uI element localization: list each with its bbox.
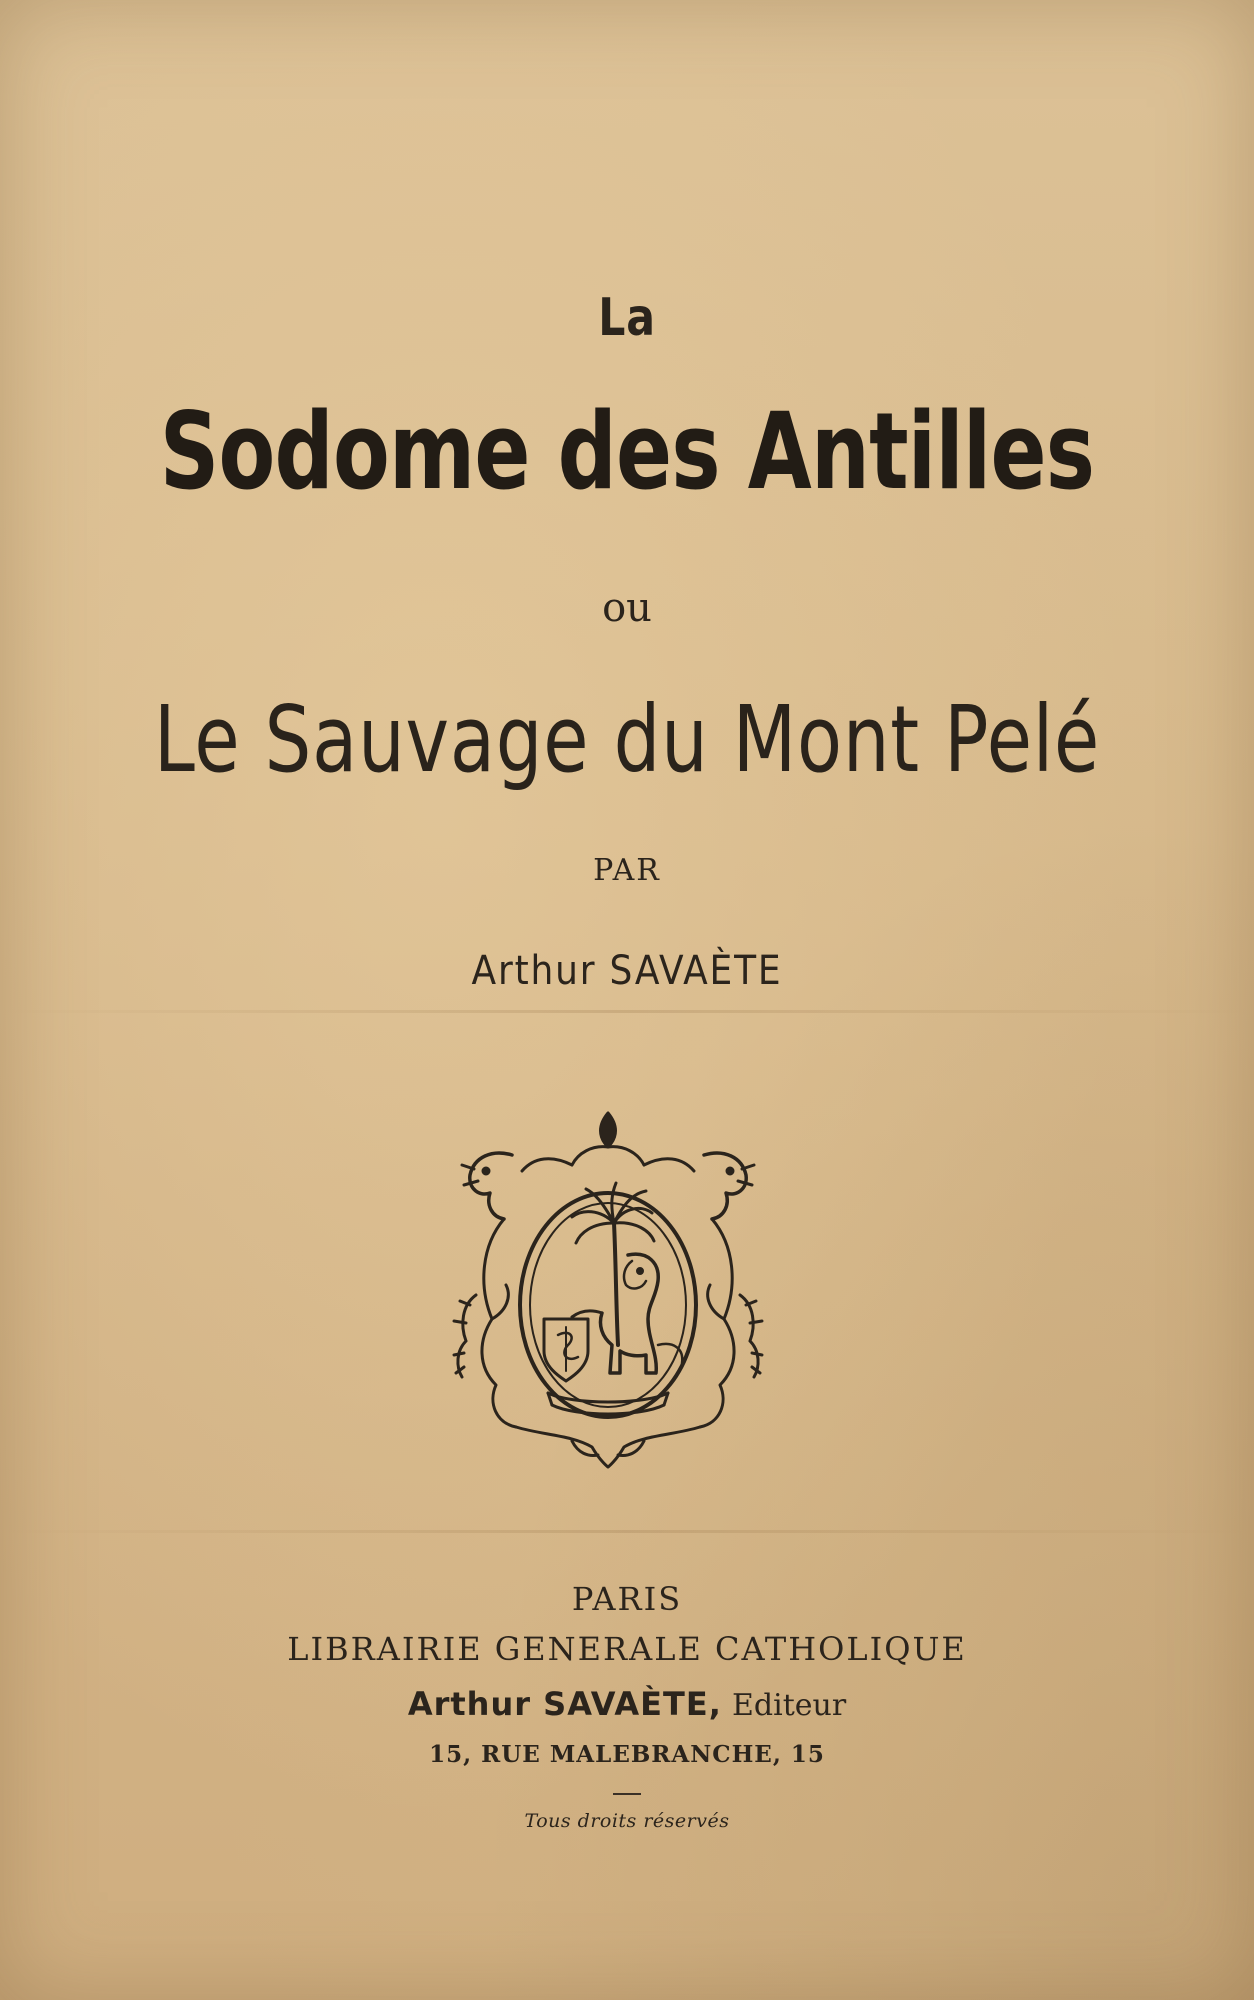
author-name: Arthur SAVAÈTE: [471, 948, 783, 994]
title-article: La: [598, 288, 656, 348]
main-title: Sodome des Antilles: [159, 390, 1095, 513]
byline-prefix: PAR: [593, 853, 661, 888]
imprint-address: 15, RUE MALEBRANCHE, 15: [429, 1741, 825, 1768]
imprint-publisher: [0, 1685, 1254, 1723]
rights-notice: Tous droits réservés: [524, 1810, 730, 1832]
publisher-role: Editeur: [732, 1688, 847, 1723]
subtitle: Le Sauvage du Mont Pelé: [153, 686, 1101, 793]
publisher-name: Arthur SAVAÈTE,: [407, 1685, 722, 1723]
title-connector: ou: [602, 585, 652, 631]
publisher-emblem-icon: [452, 1105, 764, 1475]
divider: [613, 1793, 641, 1795]
paper-crease: [0, 1530, 1254, 1533]
imprint-city: PARIS: [571, 1580, 683, 1618]
paper-crease: [0, 1010, 1254, 1013]
imprint-library: LIBRAIRIE GENERALE CATHOLIQUE: [287, 1630, 967, 1668]
